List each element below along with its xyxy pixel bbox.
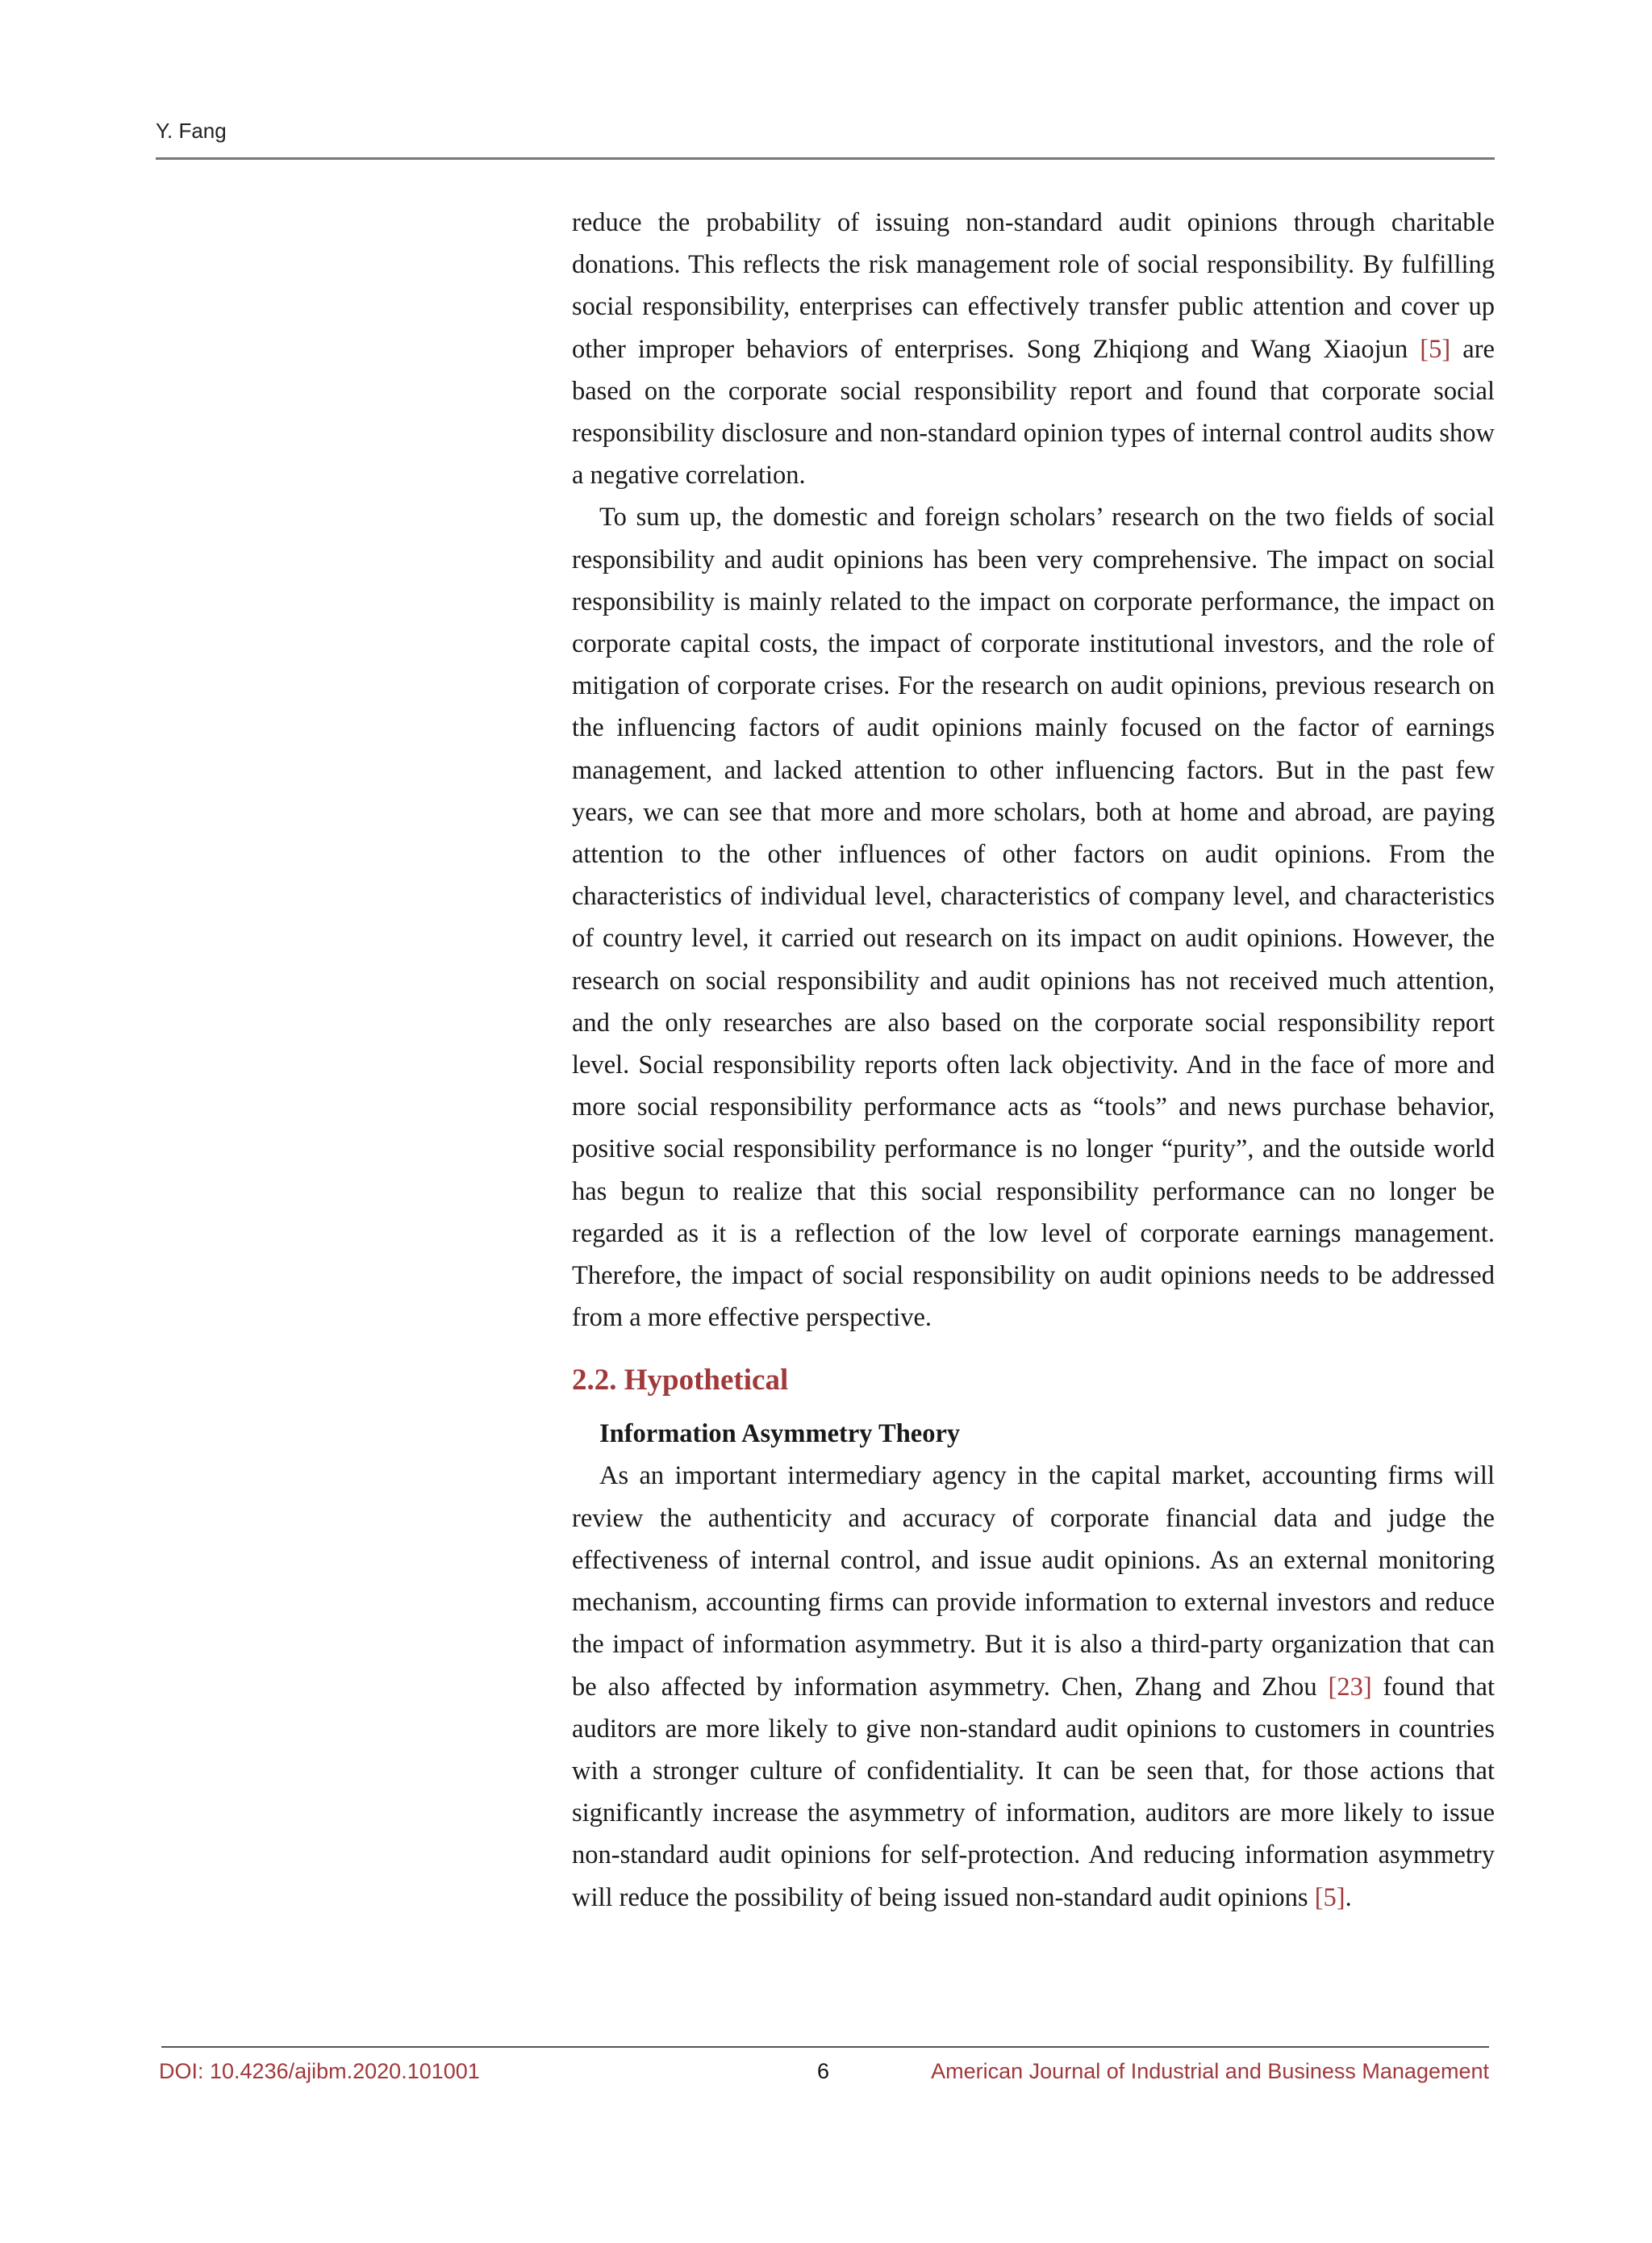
footer-doi-link[interactable]: DOI: 10.4236/ajibm.2020.101001	[159, 2059, 480, 2083]
citation-link[interactable]: [5]	[1420, 334, 1451, 364]
citation-link[interactable]: [23]	[1328, 1672, 1372, 1702]
body-column	[572, 202, 1495, 1919]
section-heading: 2.2. Hypothetical	[572, 1364, 789, 1397]
paragraph-2: To sum up, the domestic and foreign scholars’ research on the two fields of social responsibility and audit opinions has been very comprehensive. The impact on social responsibility is mainly related to the impact on corporate performance, the impact on corporate capital costs, the impact of corporate institutional investors, and the role of mitigation of corporate crises. For the research on audit opinions, previous research on the influencing factors of audit opinions mainly focused on the factor of earnings management, and lacked attention to other influencing factors. But in the past few years, we can see that more and more scholars, both at home and abroad, are paying attention to the other influences of other factors on audit opinions. From the characteristics of individual level, characteristics of company level, and characteristics of country level, it carried out research on its impact on audit opinions. However, the research on social responsibility and audit opinions has not received much attention, and the only researches are also based on the corporate social responsibility report level. Social responsibility reports often lack objectivity. And in the face of more and more social responsibility performance acts as “tools” and news purchase behavior, positive social responsibility performance is no longer “purity”, and the outside world has begun to realize that this social responsibility performance can no longer be regarded as it is a reflection of the low level of corporate earnings management. Therefore, the impact of social responsibility on audit opinions needs to be addressed from a more effective perspective.	[572, 503, 1495, 1333]
paragraph-1-text-a: reduce the probability of issuing non-standard audit opinions through charitable donations. This reflects the risk management role of social responsibility. By fulfilling social responsibility, enterprises can effectively transfer public attention and cover up other improper behaviors of enterprises. Song Zhiqiong and Wang Xiaojun	[572, 208, 1495, 364]
page-number: 6	[817, 2059, 830, 2083]
running-header: Y. Fang	[156, 119, 227, 143]
paragraph-3-text-c: .	[1345, 1882, 1352, 1912]
footer-journal-link[interactable]: American Journal of Industrial and Business Management	[931, 2059, 1489, 2083]
paragraph-3-text-a: As an important intermediary agency in the capital market, accounting firms will review the authenticity and accuracy of corporate financial data and judge the effectiveness of internal control, and issue audit opinions. As an external monitoring mechanism, accounting firms can provide information to external investors and reduce the impact of information asymmetry. But it is also a third-party organization that can be also affected by information asymmetry. Chen, Zhang and Zhou	[572, 1461, 1495, 1702]
paragraph-1	[572, 202, 1495, 496]
paragraph-3-text-b: found that auditors are more likely to give non-standard audit opinions to customers in countries with a stronger culture of confidentiality. It can be seen that, for those actions that significantly increase the asymmetry of information, auditors are more likely to issue non-standard audit opinions for self-protection. And reducing information asymmetry will reduce the possibility of being issued non-standard audit opinions	[572, 1672, 1495, 1912]
subsection-heading: Information Asymmetry Theory	[599, 1419, 961, 1449]
citation-link[interactable]: [5]	[1314, 1882, 1345, 1912]
header-divider	[156, 157, 1495, 160]
footer-divider	[161, 2046, 1489, 2048]
paragraph-1-text-b: are based on the corporate social responsibility report and found that corporate social responsibility disclosure and non-standard opinion types of internal control audits show a negative correlation.	[572, 334, 1495, 491]
paragraph-3	[572, 1455, 1495, 1918]
